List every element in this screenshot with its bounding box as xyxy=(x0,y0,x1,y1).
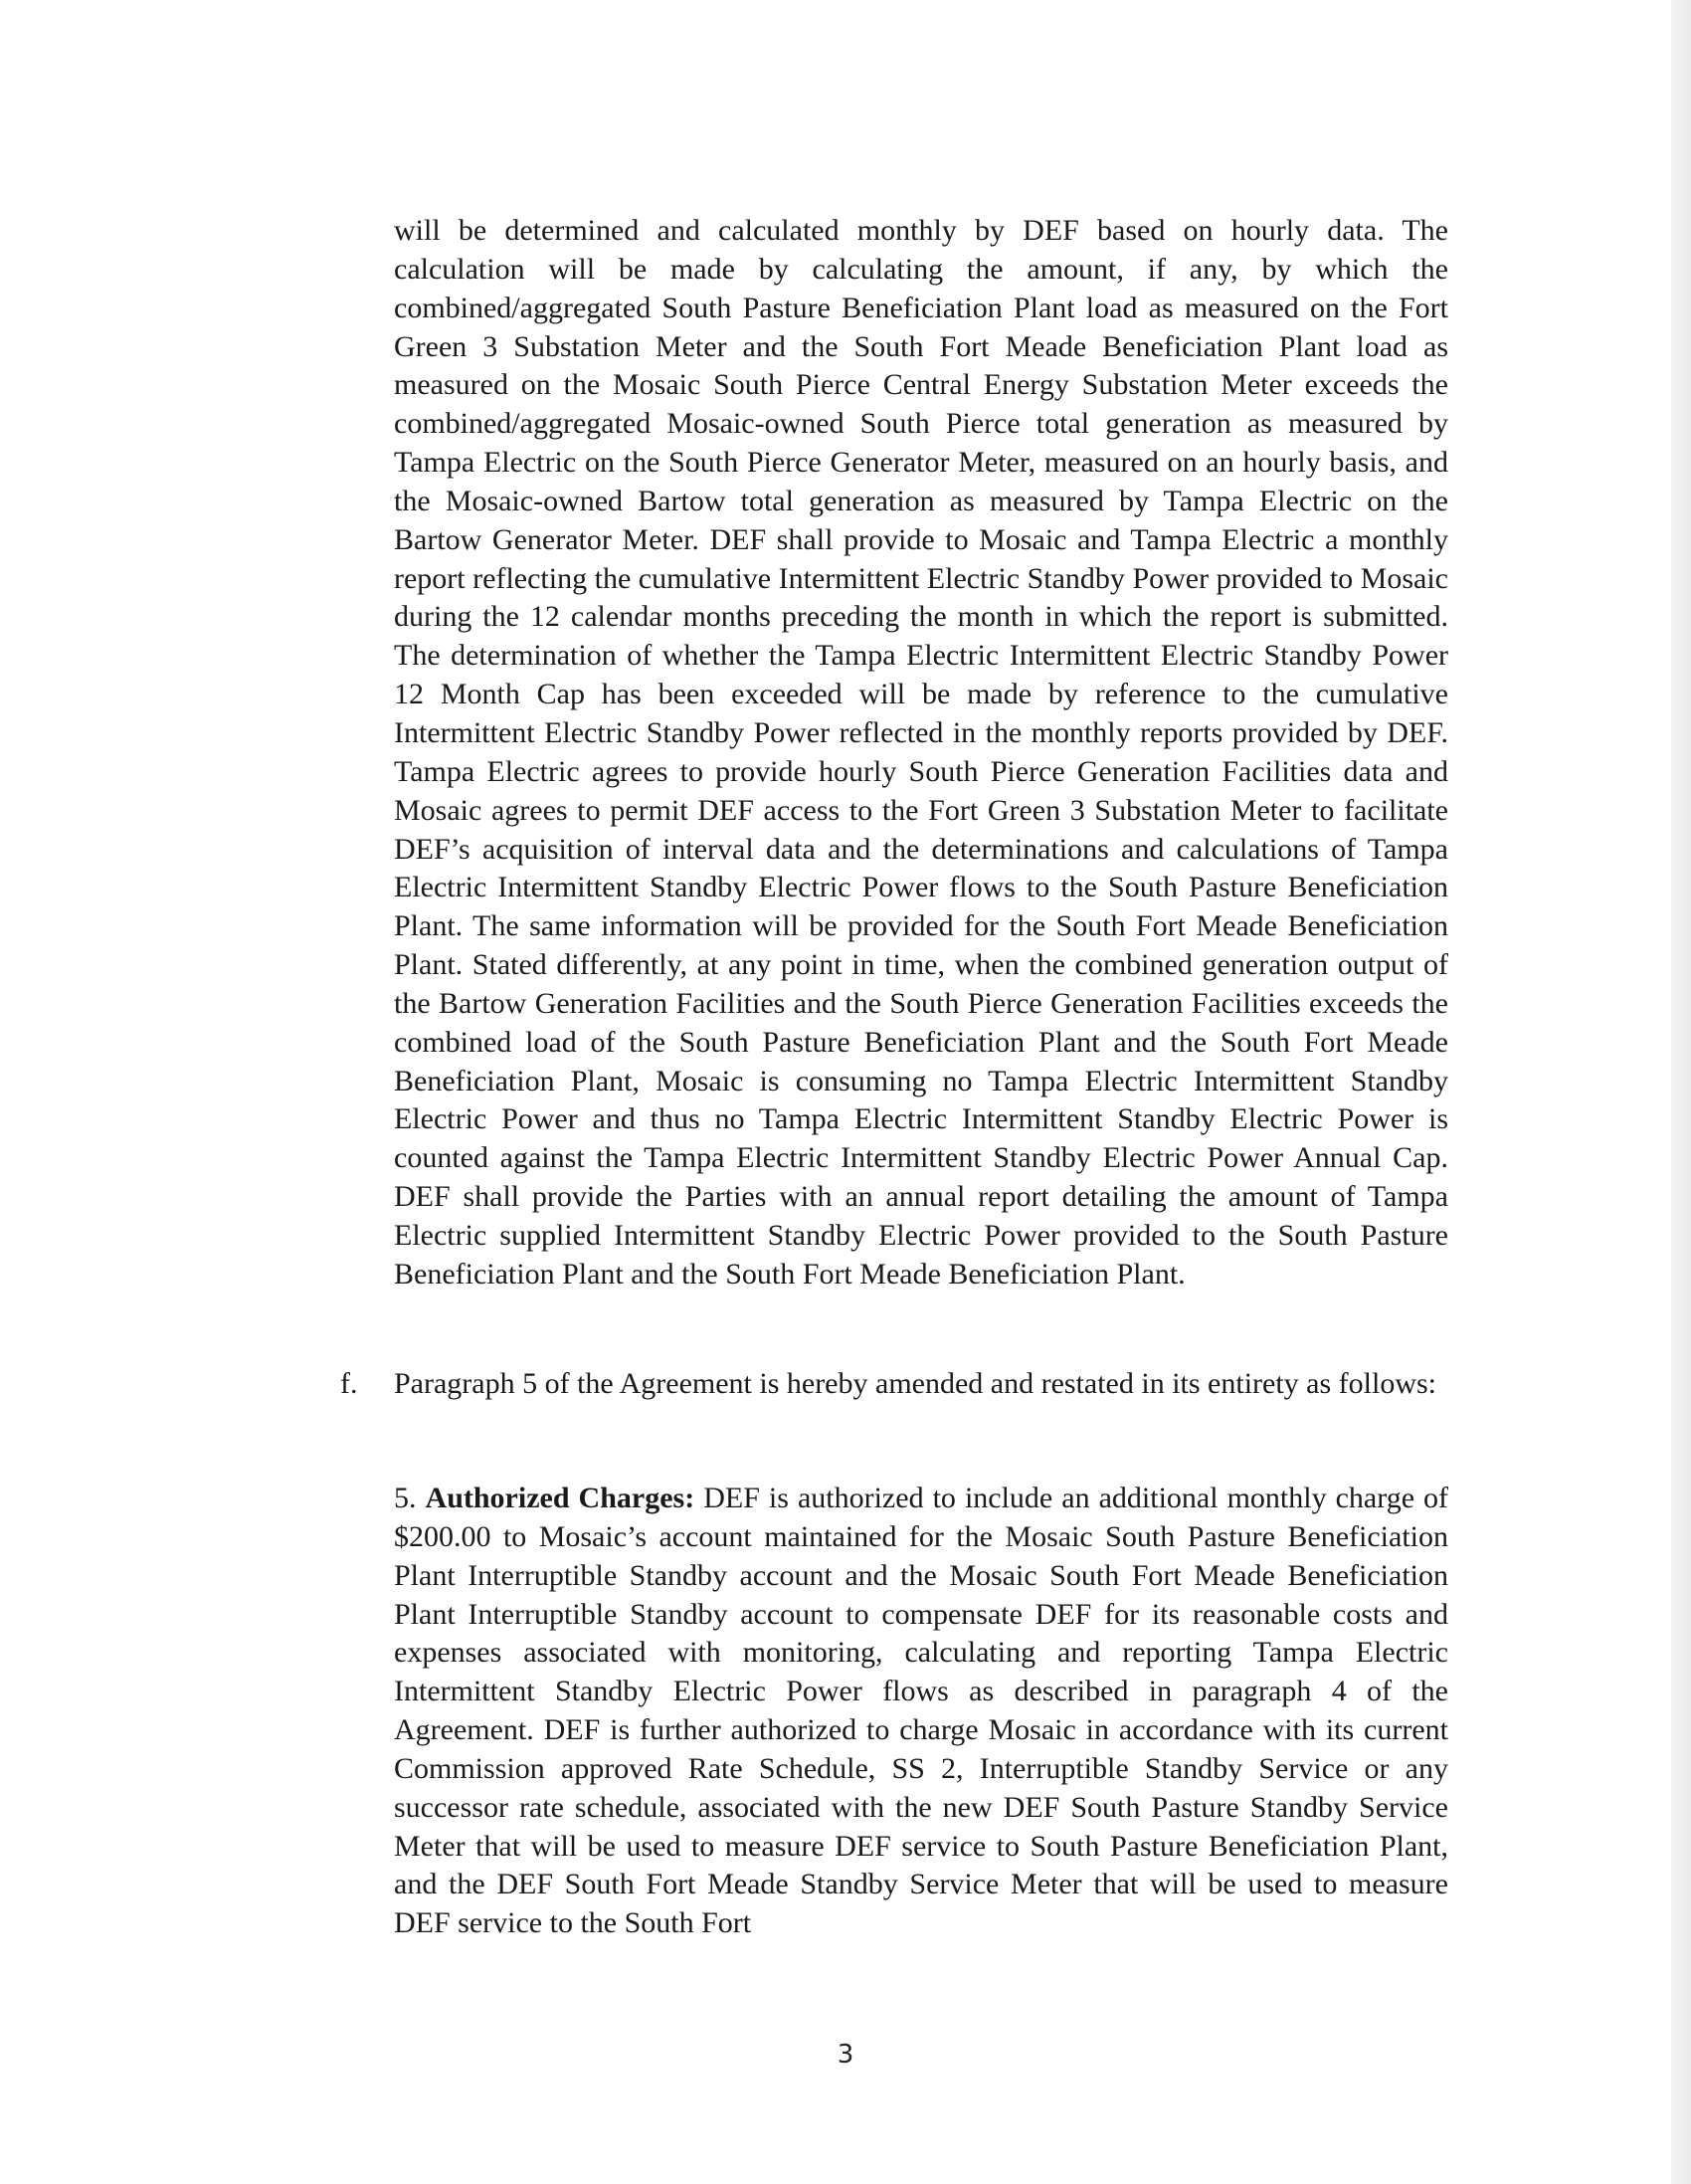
paragraph-5-number: 5. xyxy=(394,1482,417,1514)
list-item-f xyxy=(340,1365,1448,1404)
list-item-marker: f. xyxy=(340,1367,358,1400)
paragraph-5 xyxy=(394,1480,1448,1943)
page-edge-shadow xyxy=(1671,0,1691,2184)
list-item-text: Paragraph 5 of the Agreement is hereby amended and restated in its entirety as follows: xyxy=(394,1367,1437,1400)
paragraph-5-heading: Authorized Charges: xyxy=(425,1482,695,1514)
paragraph-5-text: DEF is authorized to include an additional monthly charge of $200.00 to Mosaic’s account maintained for the Mosaic South Pasture Beneficiation Plant Interruptible Standby account and the Mosaic South Fort Meade Beneficiation Plant Interruptible Standby account to compensate DEF for its reasonable costs and expenses associated with monitoring, calculating and reporting Tampa Electric Intermittent Standby Electric Power flows as described in paragraph 4 of the Agreement. DEF is further authorized to charge Mosaic in accordance with its current Commission approved Rate Schedule, SS 2, Interruptible Standby Service or any successor rate schedule, associated with the new DEF South Pasture Standby Service Meter that will be used to measure DEF service to South Pasture Beneficiation Plant, and the DEF South Fort Meade Standby Service Meter that will be used to measure DEF service to the South Fort xyxy=(394,1482,1449,1940)
page-number: 3 xyxy=(837,2040,854,2070)
continuation-paragraph: will be determined and calculated monthly by DEF based on hourly data. The calculation will be made by calculating the amount, if any, by which the combined/aggregated South Pasture Beneficiation Plant load as measured on the Fort Green 3 Substation Meter and the South Fort Meade Beneficiation Plant load as measured on the Mosaic South Pierce Central Energy Substation Meter exceeds the combined/aggregated Mosaic-owned South Pierce total generation as measured by Tampa Electric on the South Pierce Generator Meter, measured on an hourly basis, and the Mosaic-owned Bartow total generation as measured by Tampa Electric on the Bartow Generator Meter. DEF shall provide to Mosaic and Tampa Electric a monthly report reflecting the cumulative Intermittent Electric Standby Power provided to Mosaic during the 12 calendar months preceding the month in which the report is submitted. The determination of whether the Tampa Electric Intermittent Electric Standby Power 12 Month Cap has been exceeded will be made by reference to the cumulative Intermittent Electric Standby Power reflected in the monthly reports provided by DEF. Tampa Electric agrees to provide hourly South Pierce Generation Facilities data and Mosaic agrees to permit DEF access to the Fort Green 3 Substation Meter to facilitate DEF’s acquisition of interval data and the determinations and calculations of Tampa Electric Intermittent Standby Electric Power flows to the South Pasture Beneficiation Plant. The same information will be provided for the South Fort Meade Beneficiation Plant. Stated differently, at any point in time, when the combined generation output of the Bartow Generation Facilities and the South Pierce Generation Facilities exceeds the combined load of the South Pasture Beneficiation Plant and the South Fort Meade Beneficiation Plant, Mosaic is consuming no Tampa Electric Intermittent Standby Electric Power and thus no Tampa Electric Intermittent Standby Electric Power is counted against the Tampa Electric Intermittent Standby Electric Power Annual Cap. DEF shall provide the Parties with an annual report detailing the amount of Tampa Electric supplied Intermittent Standby Electric Power provided to the South Pasture Beneficiation Plant and the South Fort Meade Beneficiation Plant. xyxy=(394,214,1448,1291)
